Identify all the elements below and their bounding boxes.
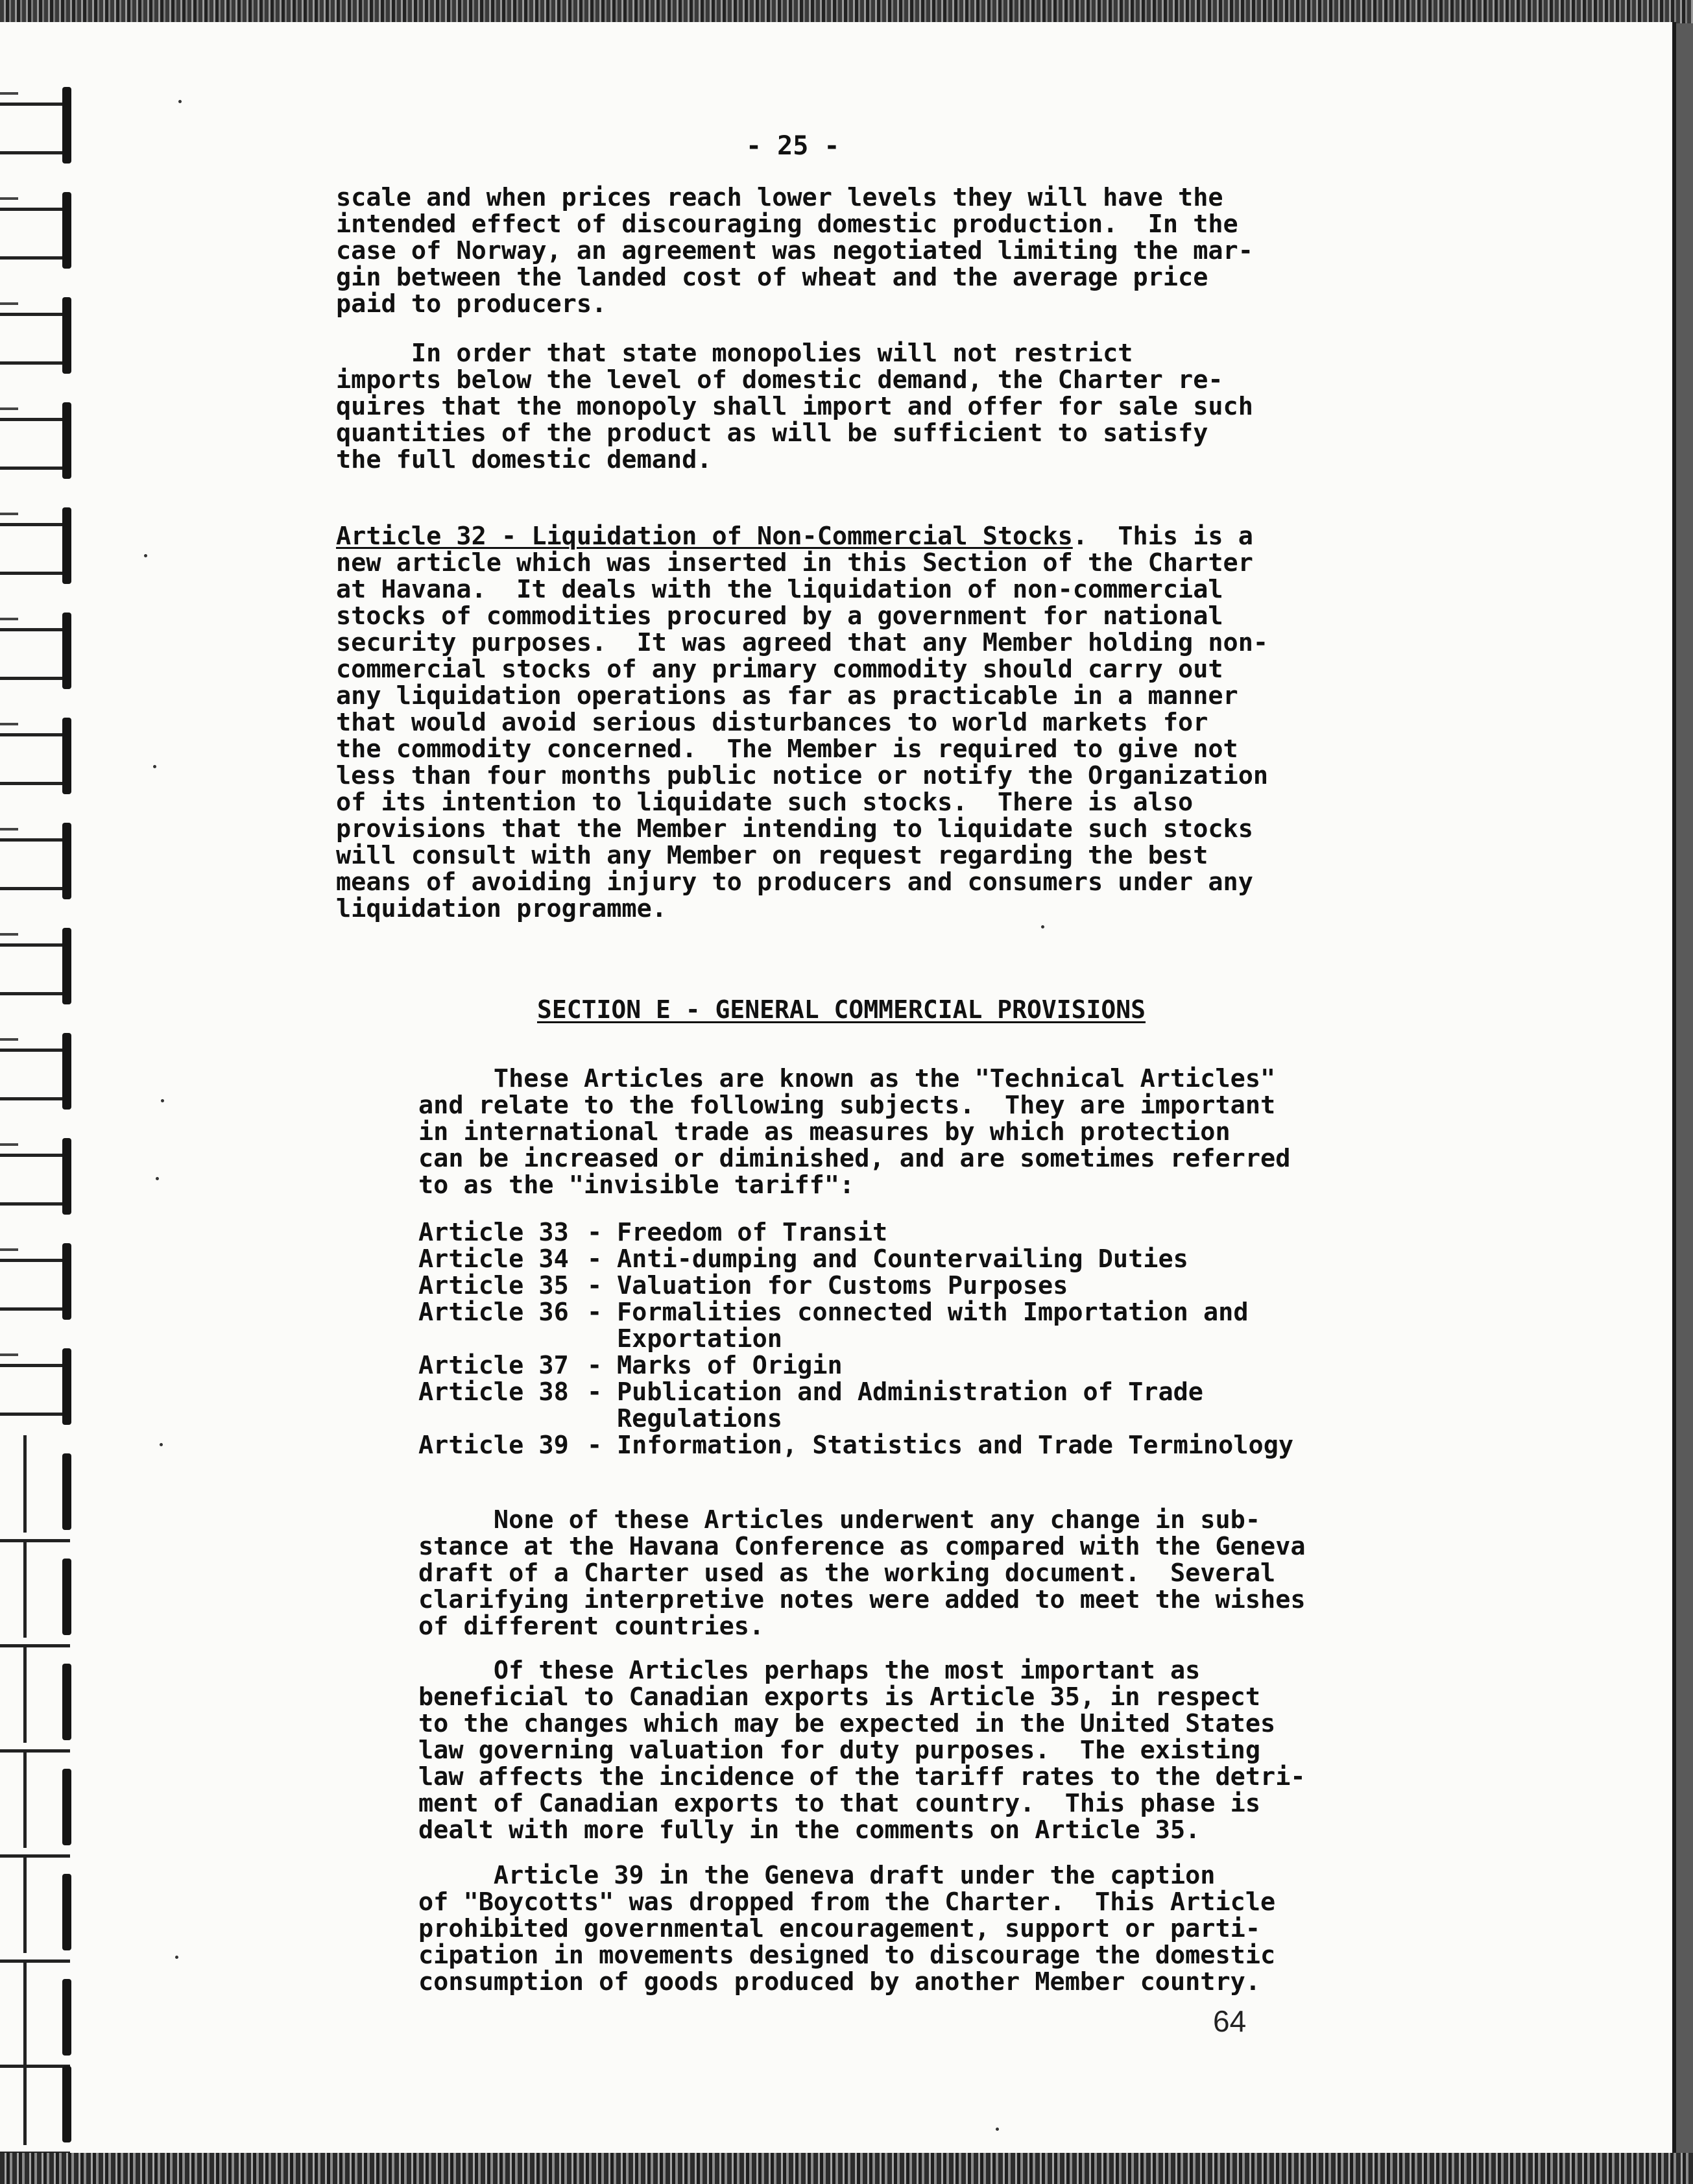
list-item bbox=[418, 1432, 1293, 1459]
list-dash: - bbox=[587, 1431, 603, 1460]
text-line: In order that state monopolies will not restrict bbox=[336, 339, 1133, 368]
text-line: the full domestic demand. bbox=[336, 445, 712, 474]
paragraph-technical-articles bbox=[418, 1065, 1290, 1198]
text-line: Article 39 in the Geneva draft under the caption bbox=[418, 1861, 1216, 1890]
text-line: intended effect of discouraging domestic production. In the bbox=[336, 210, 1238, 239]
scan-speck bbox=[996, 2128, 999, 2131]
scan-speck bbox=[1041, 925, 1044, 928]
list-dash: - bbox=[587, 1244, 603, 1274]
text-line: law governing valuation for duty purposes. The existing bbox=[418, 1736, 1261, 1765]
article-number: Article 34 bbox=[418, 1244, 569, 1274]
article-title: Marks of Origin bbox=[617, 1351, 843, 1380]
text-line: new article which was inserted in this Section of the Charter bbox=[336, 548, 1253, 577]
scan-speck bbox=[153, 765, 156, 768]
list-dash: - bbox=[587, 1271, 603, 1300]
articles-list bbox=[418, 1219, 1293, 1459]
text-line: clarifying interpretive notes were added to meet the wishes bbox=[418, 1585, 1306, 1614]
article-title: Valuation for Customs Purposes bbox=[617, 1271, 1068, 1300]
text-line: commercial stocks of any primary commodity should carry out bbox=[336, 655, 1223, 684]
article-32-first-line bbox=[336, 523, 1268, 550]
text-line: None of these Articles underwent any change in sub- bbox=[418, 1505, 1261, 1535]
text-line: law affects the incidence of the tariff rates to the detri- bbox=[418, 1762, 1306, 1791]
scan-bottom-edge bbox=[0, 2153, 1693, 2184]
text-line: in international trade as measures by which protection bbox=[418, 1117, 1231, 1147]
list-item bbox=[418, 1299, 1293, 1352]
list-dash: - bbox=[587, 1298, 603, 1327]
article-title: Information, Statistics and Trade Terminology bbox=[617, 1431, 1294, 1460]
text-line: gin between the landed cost of wheat and the average price bbox=[336, 263, 1208, 292]
article-32-heading: Article 32 - Liquidation of Non-Commercial Stocks bbox=[336, 522, 1073, 551]
paragraph-wheat-prices bbox=[336, 184, 1253, 317]
text-line: of "Boycotts" was dropped from the Charter. This Article bbox=[418, 1887, 1276, 1917]
text-line: draft of a Charter used as the working document. Several bbox=[418, 1559, 1276, 1588]
text-line: at Havana. It deals with the liquidation of non-commercial bbox=[336, 575, 1223, 604]
text-line: can be increased or diminished, and are sometimes referred bbox=[418, 1144, 1291, 1173]
scan-top-edge bbox=[0, 0, 1693, 23]
paragraph-article-32 bbox=[336, 523, 1268, 922]
text-line: security purposes. It was agreed that any Member holding non- bbox=[336, 628, 1269, 657]
text-line: quires that the monopoly shall import and offer for sale such bbox=[336, 392, 1253, 421]
paragraph-boycotts bbox=[418, 1862, 1275, 1995]
text-line: to as the "invisible tariff": bbox=[418, 1171, 855, 1200]
list-item bbox=[418, 1219, 1293, 1246]
text-line: to the changes which may be expected in the United States bbox=[418, 1709, 1276, 1738]
article-number: Article 37 bbox=[418, 1351, 569, 1380]
text-line: ment of Canadian exports to that country. This phase is bbox=[418, 1789, 1261, 1818]
text-line: Of these Articles perhaps the most important as bbox=[418, 1656, 1201, 1685]
text-line: These Articles are known as the "Technical Articles" bbox=[418, 1064, 1276, 1093]
text-line: of different countries. bbox=[418, 1612, 765, 1641]
article-title-line: Publication and Administration of Trade bbox=[617, 1377, 1203, 1407]
article-title bbox=[617, 1299, 1249, 1352]
text-fragment: . This is a bbox=[1072, 522, 1253, 551]
article-number: Article 38 bbox=[418, 1377, 569, 1407]
text-line: case of Norway, an agreement was negotiated limiting the mar- bbox=[336, 236, 1253, 265]
paragraph-state-monopolies bbox=[336, 340, 1253, 473]
page-content bbox=[0, 22, 1672, 2155]
text-line: liquidation programme. bbox=[336, 894, 667, 923]
text-line: quantities of the product as will be sufficient to satisfy bbox=[336, 419, 1208, 448]
text-line: and relate to the following subjects. They are important bbox=[418, 1091, 1276, 1120]
scan-speck bbox=[161, 1099, 164, 1102]
paragraph-no-change bbox=[418, 1507, 1306, 1640]
list-item bbox=[418, 1272, 1293, 1299]
article-title bbox=[617, 1379, 1203, 1432]
document-page bbox=[0, 22, 1676, 2155]
scan-speck bbox=[160, 1443, 163, 1446]
text-line: consumption of goods produced by another Member country. bbox=[418, 1967, 1261, 1996]
text-line: provisions that the Member intending to liquidate such stocks bbox=[336, 814, 1253, 843]
scan-speck bbox=[175, 1956, 178, 1959]
list-item bbox=[418, 1246, 1293, 1272]
text-line: means of avoiding injury to producers and consumers under any bbox=[336, 868, 1253, 897]
article-title-line: Regulations bbox=[617, 1404, 782, 1433]
text-line: that would avoid serious disturbances to world markets for bbox=[336, 708, 1208, 737]
text-line: stance at the Havana Conference as compared with the Geneva bbox=[418, 1532, 1306, 1561]
text-line: the commodity concerned. The Member is required to give not bbox=[336, 734, 1238, 764]
text-line: less than four months public notice or notify the Organization bbox=[336, 761, 1269, 790]
article-title: Anti-dumping and Countervailing Duties bbox=[617, 1244, 1188, 1274]
article-number: Article 33 bbox=[418, 1218, 569, 1247]
scan-speck bbox=[156, 1177, 159, 1180]
handwritten-folio-number: 64 bbox=[1213, 2004, 1247, 2038]
article-title: Freedom of Transit bbox=[617, 1218, 888, 1247]
text-line: dealt with more fully in the comments on Article 35. bbox=[418, 1815, 1201, 1845]
text-line: stocks of commodities procured by a government for national bbox=[336, 601, 1223, 631]
text-line: of its intention to liquidate such stocks. There is also bbox=[336, 788, 1194, 817]
text-line: prohibited governmental encouragement, support or parti- bbox=[418, 1914, 1261, 1943]
list-dash: - bbox=[587, 1218, 603, 1247]
article-title-line: Exportation bbox=[617, 1324, 782, 1353]
text-line: paid to producers. bbox=[336, 289, 607, 319]
article-number: Article 39 bbox=[418, 1431, 569, 1460]
article-number: Article 36 bbox=[418, 1298, 569, 1327]
text-line: beneficial to Canadian exports is Article 35, in respect bbox=[418, 1682, 1261, 1712]
text-line: cipation in movements designed to discourage the domestic bbox=[418, 1941, 1276, 1970]
article-number: Article 35 bbox=[418, 1271, 569, 1300]
page-number: - 25 - bbox=[746, 131, 840, 161]
text-line: scale and when prices reach lower levels they will have the bbox=[336, 183, 1223, 212]
text-line: imports below the level of domestic demand, the Charter re- bbox=[336, 365, 1223, 394]
scan-speck bbox=[144, 554, 147, 557]
paragraph-article-35 bbox=[418, 1657, 1306, 1843]
scan-speck bbox=[178, 100, 182, 103]
list-item bbox=[418, 1352, 1293, 1379]
article-title-line: Formalities connected with Importation and bbox=[617, 1298, 1249, 1327]
text-line: will consult with any Member on request regarding the best bbox=[336, 841, 1208, 870]
list-dash: - bbox=[587, 1377, 603, 1407]
list-dash: - bbox=[587, 1351, 603, 1380]
list-item bbox=[418, 1379, 1293, 1432]
text-line: any liquidation operations as far as practicable in a manner bbox=[336, 681, 1238, 710]
section-title: SECTION E - GENERAL COMMERCIAL PROVISIONS bbox=[537, 995, 1146, 1024]
